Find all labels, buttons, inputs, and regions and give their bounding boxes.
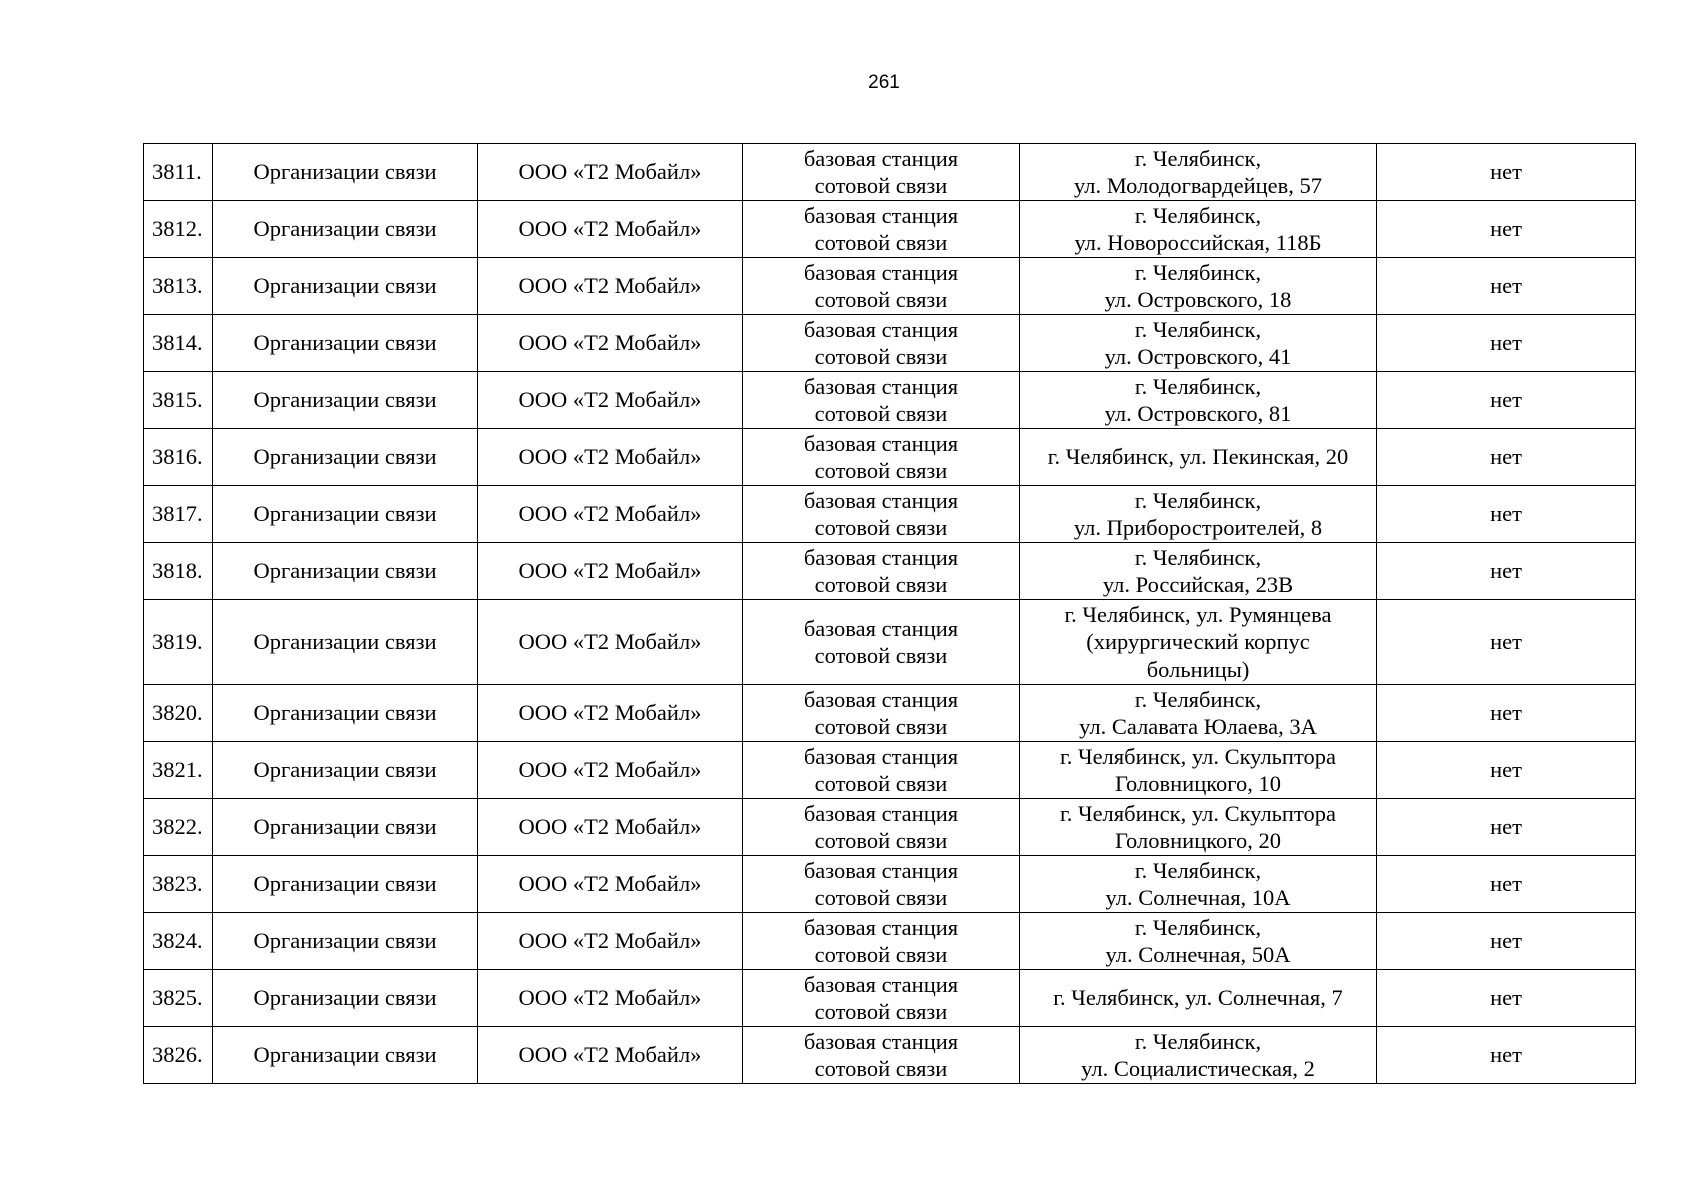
category-cell: Организации связи [213, 543, 478, 600]
object-type-line: базовая станция [803, 615, 959, 641]
object-type-cell [743, 600, 1020, 685]
organization-cell: ООО «Т2 Мобайл» [478, 543, 743, 600]
row-number-cell: 3825. [144, 970, 213, 1027]
category-cell: Организации связи [213, 486, 478, 543]
status-cell: нет [1377, 372, 1636, 429]
address-line: г. Челябинск, ул. Скульптора [1060, 743, 1336, 769]
address-cell [1020, 258, 1377, 315]
table-row [144, 486, 1636, 543]
address-line: Головницкого, 10 [1115, 771, 1281, 796]
address-cell [1020, 486, 1377, 543]
object-type-line: базовая станция [803, 971, 959, 997]
category-cell: Организации связи [213, 856, 478, 913]
row-number-cell: 3815. [144, 372, 213, 429]
category-cell: Организации связи [213, 315, 478, 372]
object-type-line: базовая станция [803, 145, 959, 171]
organization-cell: ООО «Т2 Мобайл» [478, 144, 743, 201]
object-type-line: базовая станция [803, 800, 959, 826]
organization-cell: ООО «Т2 Мобайл» [478, 429, 743, 486]
table-row [144, 315, 1636, 372]
category-cell: Организации связи [213, 799, 478, 856]
object-type-line: базовая станция [803, 743, 959, 769]
address-line: г. Челябинск, ул. Румянцева [1064, 601, 1332, 627]
address-line: (хирургический корпус [1086, 629, 1310, 655]
organization-cell: ООО «Т2 Мобайл» [478, 258, 743, 315]
object-type-line: базовая станция [803, 259, 959, 285]
object-type-line: сотовой связи [814, 885, 948, 910]
organization-cell: ООО «Т2 Мобайл» [478, 372, 743, 429]
organization-cell: ООО «Т2 Мобайл» [478, 742, 743, 799]
category-cell: Организации связи [213, 970, 478, 1027]
object-type-line: сотовой связи [814, 230, 948, 255]
object-type-cell [743, 429, 1020, 486]
address-cell [1020, 144, 1377, 201]
table-row [144, 201, 1636, 258]
object-type-cell [743, 486, 1020, 543]
row-number-cell: 3819. [144, 600, 213, 685]
object-type-cell [743, 685, 1020, 742]
object-type-cell [743, 315, 1020, 372]
object-type-line: сотовой связи [814, 643, 948, 668]
address-line: г. Челябинск, [1134, 544, 1262, 570]
object-type-line: сотовой связи [814, 714, 948, 739]
address-line: ул. Социалистическая, 2 [1081, 1056, 1315, 1081]
status-cell: нет [1377, 970, 1636, 1027]
address-cell [1020, 856, 1377, 913]
table-row [144, 742, 1636, 799]
address-cell [1020, 600, 1377, 685]
registry-table-body [144, 144, 1636, 1084]
table-row [144, 1027, 1636, 1084]
organization-cell: ООО «Т2 Мобайл» [478, 970, 743, 1027]
organization-cell: ООО «Т2 Мобайл» [478, 201, 743, 258]
table-row [144, 685, 1636, 742]
table-row [144, 970, 1636, 1027]
address-line: г. Челябинск, [1134, 914, 1262, 940]
address-line: ул. Российская, 23В [1102, 572, 1294, 597]
object-type-line: сотовой связи [814, 828, 948, 853]
address-cell [1020, 429, 1377, 486]
table-row [144, 543, 1636, 600]
row-number-cell: 3813. [144, 258, 213, 315]
status-cell: нет [1377, 201, 1636, 258]
category-cell: Организации связи [213, 913, 478, 970]
status-cell: нет [1377, 856, 1636, 913]
object-type-cell [743, 201, 1020, 258]
address-cell [1020, 201, 1377, 258]
organization-cell: ООО «Т2 Мобайл» [478, 856, 743, 913]
status-cell: нет [1377, 315, 1636, 372]
organization-cell: ООО «Т2 Мобайл» [478, 1027, 743, 1084]
address-line: г. Челябинск, [1134, 202, 1262, 228]
address-line: больницы) [1146, 656, 1250, 682]
row-number-cell: 3818. [144, 543, 213, 600]
address-cell [1020, 742, 1377, 799]
object-type-cell [743, 1027, 1020, 1084]
object-type-line: базовая станция [803, 373, 959, 399]
organization-cell: ООО «Т2 Мобайл» [478, 685, 743, 742]
address-line: г. Челябинск, ул. Пекинская, 20 [1047, 444, 1349, 470]
address-cell [1020, 315, 1377, 372]
row-number-cell: 3824. [144, 913, 213, 970]
table-row [144, 372, 1636, 429]
object-type-cell [743, 799, 1020, 856]
category-cell: Организации связи [213, 258, 478, 315]
object-type-line: сотовой связи [814, 515, 948, 540]
object-type-cell [743, 258, 1020, 315]
address-line: ул. Солнечная, 10А [1105, 885, 1291, 910]
object-type-cell [743, 742, 1020, 799]
status-cell: нет [1377, 429, 1636, 486]
status-cell: нет [1377, 799, 1636, 856]
object-type-line: базовая станция [803, 857, 959, 883]
table-row [144, 258, 1636, 315]
object-type-line: базовая станция [803, 316, 959, 342]
object-type-line: базовая станция [803, 544, 959, 570]
table-row [144, 856, 1636, 913]
category-cell: Организации связи [213, 372, 478, 429]
row-number-cell: 3823. [144, 856, 213, 913]
address-line: ул. Молодогвардейцев, 57 [1073, 173, 1323, 198]
object-type-line: сотовой связи [814, 173, 948, 198]
object-type-line: сотовой связи [814, 344, 948, 369]
object-type-line: сотовой связи [814, 771, 948, 796]
address-cell [1020, 543, 1377, 600]
row-number-cell: 3812. [144, 201, 213, 258]
address-cell [1020, 685, 1377, 742]
status-cell: нет [1377, 258, 1636, 315]
row-number-cell: 3814. [144, 315, 213, 372]
object-type-line: сотовой связи [814, 942, 948, 967]
page-number: 261 [868, 72, 900, 93]
address-cell [1020, 372, 1377, 429]
object-type-cell [743, 856, 1020, 913]
object-type-cell [743, 543, 1020, 600]
address-line: г. Челябинск, [1134, 145, 1262, 171]
address-line: ул. Солнечная, 50А [1105, 942, 1291, 967]
table-row [144, 429, 1636, 486]
address-line: г. Челябинск, ул. Скульптора [1060, 800, 1336, 826]
object-type-line: сотовой связи [814, 572, 948, 597]
address-line: г. Челябинск, [1134, 686, 1262, 712]
object-type-line: базовая станция [803, 1028, 959, 1054]
table-row [144, 144, 1636, 201]
object-type-line: сотовой связи [814, 1056, 948, 1081]
status-cell: нет [1377, 144, 1636, 201]
object-type-line: базовая станция [803, 487, 959, 513]
table-row [144, 799, 1636, 856]
object-type-line: базовая станция [803, 686, 959, 712]
object-type-line: базовая станция [803, 430, 959, 456]
address-line: г. Челябинск, [1134, 259, 1262, 285]
organization-cell: ООО «Т2 Мобайл» [478, 600, 743, 685]
row-number-cell: 3811. [144, 144, 213, 201]
address-cell [1020, 913, 1377, 970]
address-line: ул. Островского, 81 [1104, 401, 1292, 426]
status-cell: нет [1377, 685, 1636, 742]
status-cell: нет [1377, 486, 1636, 543]
category-cell: Организации связи [213, 742, 478, 799]
object-type-cell [743, 144, 1020, 201]
status-cell: нет [1377, 913, 1636, 970]
address-cell [1020, 1027, 1377, 1084]
object-type-line: базовая станция [803, 202, 959, 228]
object-type-line: сотовой связи [814, 999, 948, 1024]
row-number-cell: 3821. [144, 742, 213, 799]
object-type-line: сотовой связи [814, 458, 948, 483]
table-row [144, 600, 1636, 685]
address-line: ул. Островского, 41 [1104, 344, 1292, 369]
row-number-cell: 3822. [144, 799, 213, 856]
address-line: г. Челябинск, [1134, 373, 1262, 399]
status-cell: нет [1377, 742, 1636, 799]
address-cell [1020, 799, 1377, 856]
status-cell: нет [1377, 600, 1636, 685]
organization-cell: ООО «Т2 Мобайл» [478, 913, 743, 970]
address-line: г. Челябинск, ул. Солнечная, 7 [1053, 985, 1343, 1011]
address-line: ул. Приборостроителей, 8 [1073, 515, 1323, 540]
category-cell: Организации связи [213, 600, 478, 685]
category-cell: Организации связи [213, 201, 478, 258]
organization-cell: ООО «Т2 Мобайл» [478, 799, 743, 856]
category-cell: Организации связи [213, 685, 478, 742]
table-row [144, 913, 1636, 970]
registry-table [143, 143, 1636, 1084]
address-line: ул. Островского, 18 [1104, 287, 1292, 312]
object-type-cell [743, 372, 1020, 429]
address-line: г. Челябинск, [1134, 1028, 1262, 1054]
row-number-cell: 3817. [144, 486, 213, 543]
address-line: г. Челябинск, [1134, 857, 1262, 883]
object-type-cell [743, 913, 1020, 970]
row-number-cell: 3820. [144, 685, 213, 742]
status-cell: нет [1377, 543, 1636, 600]
category-cell: Организации связи [213, 1027, 478, 1084]
category-cell: Организации связи [213, 144, 478, 201]
organization-cell: ООО «Т2 Мобайл» [478, 486, 743, 543]
address-line: ул. Новороссийская, 118Б [1074, 230, 1322, 255]
organization-cell: ООО «Т2 Мобайл» [478, 315, 743, 372]
address-line: г. Челябинск, [1134, 316, 1262, 342]
status-cell: нет [1377, 1027, 1636, 1084]
object-type-line: сотовой связи [814, 401, 948, 426]
object-type-cell [743, 970, 1020, 1027]
object-type-line: сотовой связи [814, 287, 948, 312]
address-cell [1020, 970, 1377, 1027]
row-number-cell: 3826. [144, 1027, 213, 1084]
category-cell: Организации связи [213, 429, 478, 486]
address-line: г. Челябинск, [1134, 487, 1262, 513]
row-number-cell: 3816. [144, 429, 213, 486]
address-line: Головницкого, 20 [1115, 828, 1281, 853]
address-line: ул. Салавата Юлаева, 3А [1079, 714, 1317, 739]
object-type-line: базовая станция [803, 914, 959, 940]
